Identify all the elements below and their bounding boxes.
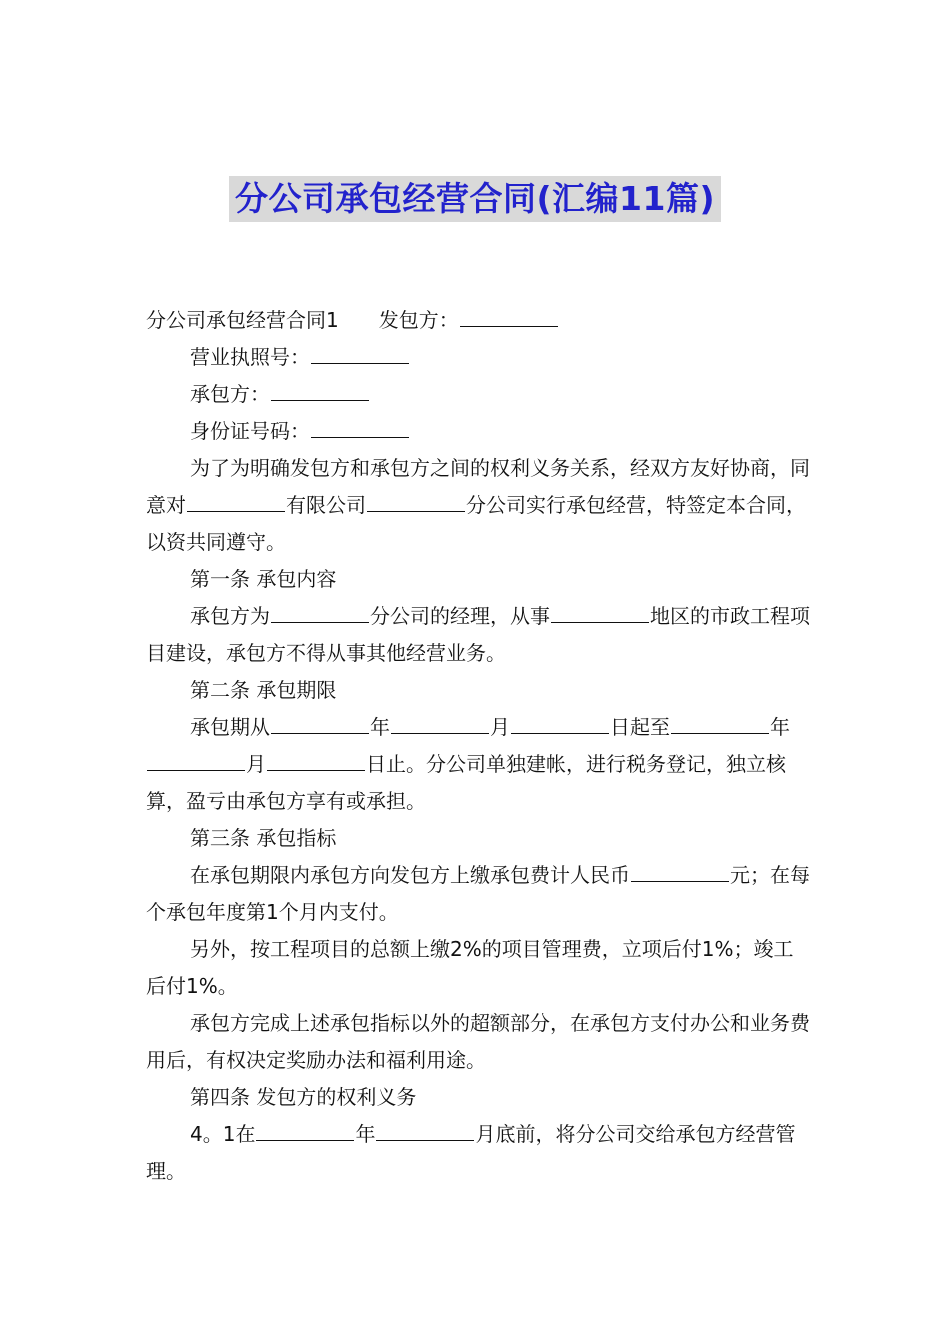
article-2-text-7: 日止。分公司单独建帐，进行税务登记，独立核算，盈亏由承包方享有或承担。	[146, 752, 786, 813]
article-2-text-4: 日起至	[610, 715, 670, 739]
fee-blank	[631, 859, 729, 882]
contractor-line	[146, 376, 810, 413]
employer-blank	[460, 304, 558, 327]
article-3-paragraph-3: 承包方完成上述承包指标以外的超额部分，在承包方支付办公和业务费用后，有权决定奖励办法和福利用途。	[146, 1011, 810, 1072]
contractor-blank	[271, 378, 369, 401]
branch-blank	[367, 489, 465, 512]
id-label: 身份证号码：	[190, 419, 310, 443]
id-line	[146, 413, 810, 450]
article-2-text-3: 月	[490, 715, 510, 739]
handover-month-blank	[376, 1118, 474, 1141]
article-1-paragraph	[146, 598, 810, 672]
employer-label: 发包方：	[378, 308, 459, 332]
article-1-text-3: 地区的市政工程项目建设，承包方不得从事其他经营业务。	[146, 604, 810, 665]
article-4-text-3: 月底前，将分公司交给承包方经营管理。	[146, 1122, 796, 1183]
article-4-heading: 第四条 发包方的权利义务	[190, 1085, 417, 1109]
article-3-text-1: 在承包期限内承包方向发包方上缴承包费计人民币	[190, 863, 630, 887]
article-4-text-1: 4。1在	[190, 1122, 256, 1146]
article-3-text-2: 元；在每个承包年度第1个月内支付。	[146, 863, 810, 924]
company-blank	[187, 489, 285, 512]
article-2-text-6: 月	[246, 752, 266, 776]
handover-year-blank	[256, 1118, 354, 1141]
article-1-text-1: 承包方为	[190, 604, 270, 628]
contractor-label: 承包方：	[190, 382, 270, 406]
end-day-blank	[267, 748, 365, 771]
article-3-paragraph-1	[146, 857, 810, 931]
article-2-paragraph	[146, 709, 810, 820]
license-blank	[311, 341, 409, 364]
start-month-blank	[391, 711, 489, 734]
start-year-blank	[271, 711, 369, 734]
preamble-text-1: 为了为明确发包方和承包方之间的权利义务关系，经双方友好协商，同意对	[146, 456, 810, 517]
start-day-blank	[511, 711, 609, 734]
article-2-text-1: 承包期从	[190, 715, 270, 739]
title-container	[0, 176, 950, 222]
end-year-blank	[671, 711, 769, 734]
end-month-blank	[147, 748, 245, 771]
document-title: 分公司承包经营合同(汇编11篇)	[229, 176, 721, 222]
article-2-text-2: 年	[370, 715, 390, 739]
article-2-text-5: 年	[770, 715, 790, 739]
article-4-paragraph-1	[146, 1116, 810, 1190]
article-4-text-2: 年	[355, 1122, 376, 1146]
article-1-text-2: 分公司的经理，从事	[370, 604, 550, 628]
preamble-text-3: 分公司实行承包经营，特签定本合同，以资共同遵守。	[146, 493, 806, 554]
id-blank	[311, 415, 409, 438]
article-2-heading: 第二条 承包期限	[190, 678, 337, 702]
license-line	[146, 339, 810, 376]
article-1-heading: 第一条 承包内容	[190, 567, 337, 591]
article-3-paragraph-2: 另外，按工程项目的总额上缴2%的项目管理费，立项后付1%；竣工后付1%。	[146, 937, 794, 998]
contract-header-line	[146, 302, 810, 339]
manager-blank	[271, 600, 369, 623]
article-3-heading: 第三条 承包指标	[190, 826, 337, 850]
document-body	[146, 302, 810, 1190]
license-label: 营业执照号：	[190, 345, 310, 369]
preamble-text-2: 有限公司	[286, 493, 366, 517]
contract-name: 分公司承包经营合同1	[146, 308, 339, 332]
region-blank	[551, 600, 649, 623]
preamble-paragraph	[146, 450, 810, 561]
